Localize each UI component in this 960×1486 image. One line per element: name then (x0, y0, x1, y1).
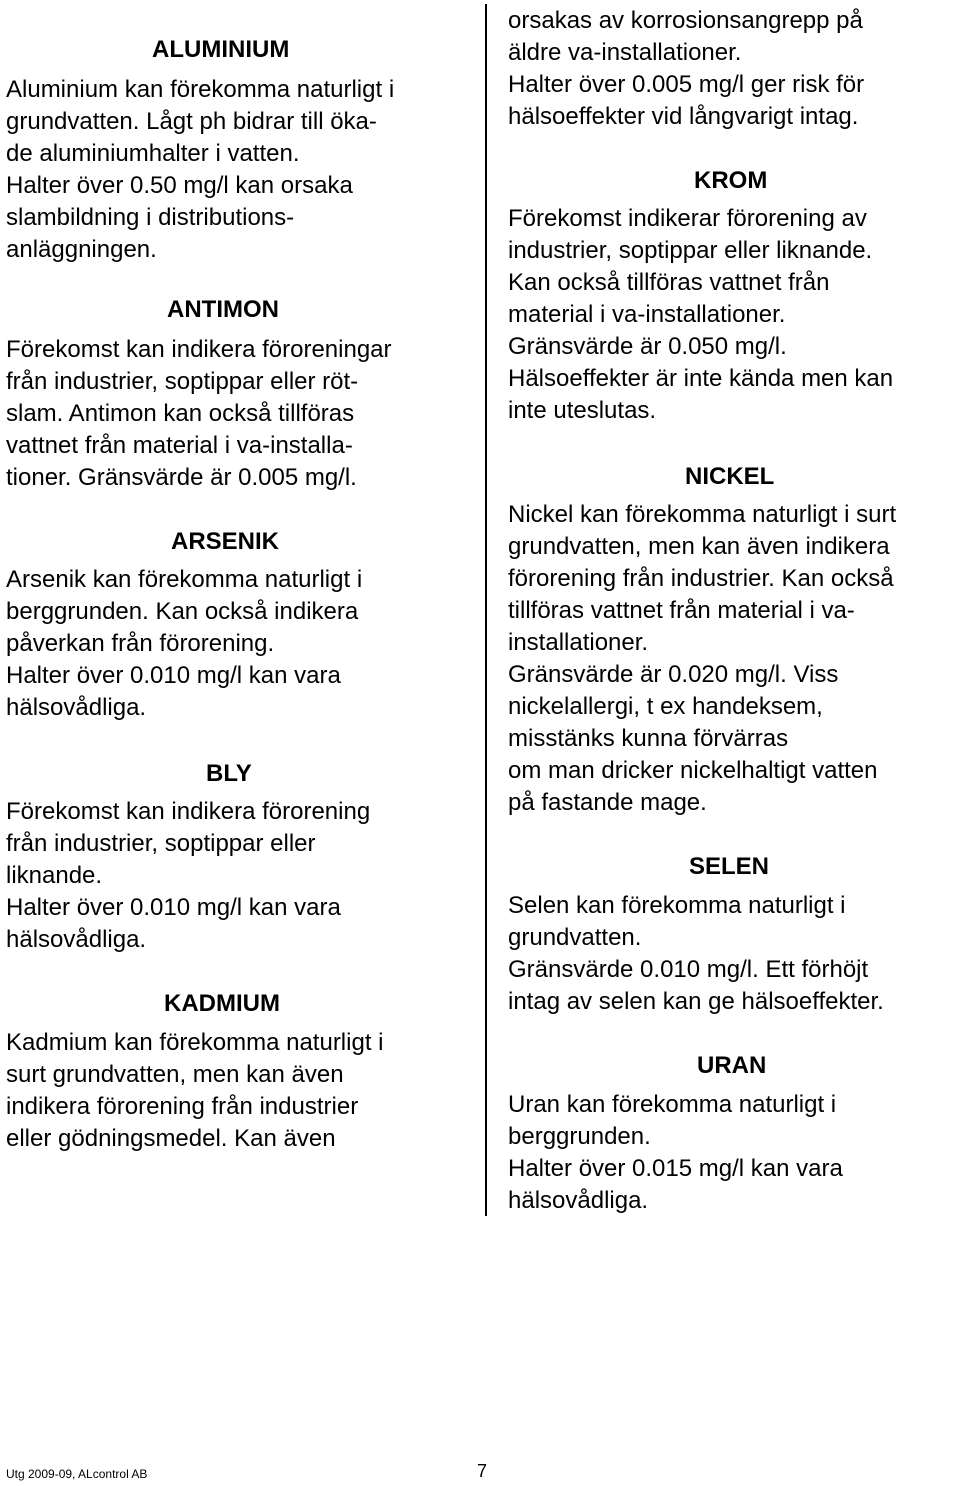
text-line: Halter över 0.005 mg/l ger risk för (508, 71, 865, 98)
text-line: Halter över 0.010 mg/l kan vara (6, 894, 341, 921)
text-line: hälsovådliga. (6, 926, 147, 953)
text-line: grundvatten. (508, 924, 642, 951)
text-line: hälsovådliga. (508, 1187, 649, 1214)
text-line: Förekomst kan indikera förorening (6, 798, 371, 825)
text-line: tillföras vattnet från material i va- (508, 597, 855, 624)
text-line: liknande. (6, 862, 103, 889)
text-line: eller gödningsmedel. Kan även (6, 1125, 336, 1152)
text-line: Aluminium kan förekomma naturligt i (6, 76, 395, 103)
text-line: Halter över 0.50 mg/l kan orsaka (6, 172, 353, 199)
text-line: påverkan från förorening. (6, 630, 275, 657)
section-heading: NICKEL (685, 463, 775, 490)
text-line: hälsoeffekter vid långvarigt intag. (508, 103, 859, 130)
text-line: de aluminiumhalter i vatten. (6, 140, 300, 167)
section-heading: URAN (697, 1052, 767, 1079)
section-heading: SELEN (689, 853, 770, 880)
text-line: misstänks kunna förvärras (508, 725, 789, 752)
text-line: Förekomst kan indikera föroreningar (6, 336, 392, 363)
text-line: Gränsvärde 0.010 mg/l. Ett förhöjt (508, 956, 869, 983)
text-line: Uran kan förekomma naturligt i (508, 1091, 837, 1118)
section-heading: ARSENIK (171, 528, 280, 555)
text-line: Gränsvärde är 0.050 mg/l. (508, 333, 787, 360)
text-line: förorening från industrier. Kan också (508, 565, 894, 592)
text-line: Nickel kan förekomma naturligt i surt (508, 501, 897, 528)
section-heading: ANTIMON (167, 296, 279, 323)
text-line: på fastande mage. (508, 789, 707, 816)
text-line: slam. Antimon kan också tillföras (6, 400, 355, 427)
page-number: 7 (477, 1461, 488, 1481)
text-line: tioner. Gränsvärde är 0.005 mg/l. (6, 464, 357, 491)
text-line: Halter över 0.015 mg/l kan vara (508, 1155, 843, 1182)
text-line: nickelallergi, t ex handeksem, (508, 693, 823, 720)
text-line: Kan också tillföras vattnet från (508, 269, 830, 296)
section-heading: KROM (694, 167, 768, 194)
text-line: äldre va-installationer. (508, 39, 742, 66)
text-line: hälsovådliga. (6, 694, 147, 721)
text-line: orsakas av korrosionsangrepp på (508, 7, 863, 34)
text-line: berggrunden. Kan också indikera (6, 598, 359, 625)
column-divider (485, 4, 487, 1216)
text-line: Halter över 0.010 mg/l kan vara (6, 662, 341, 689)
text-line: material i va-installationer. (508, 301, 786, 328)
text-line: installationer. (508, 629, 649, 656)
footer-publisher: Utg 2009-09, ALcontrol AB (6, 1467, 148, 1481)
text-line: inte uteslutas. (508, 397, 657, 424)
text-line: anläggningen. (6, 236, 157, 263)
text-line: Arsenik kan förekomma naturligt i (6, 566, 363, 593)
text-line: surt grundvatten, men kan även (6, 1061, 344, 1088)
text-line: industrier, soptippar eller liknande. (508, 237, 873, 264)
text-line: indikera förorening från industrier (6, 1093, 359, 1120)
text-line: Gränsvärde är 0.020 mg/l. Viss (508, 661, 839, 688)
text-line: från industrier, soptippar eller röt- (6, 368, 359, 395)
text-line: intag av selen kan ge hälsoeffekter. (508, 988, 884, 1015)
section-heading: KADMIUM (164, 990, 280, 1017)
text-line: Selen kan förekomma naturligt i (508, 892, 846, 919)
section-heading: ALUMINIUM (152, 36, 290, 63)
text-line: Hälsoeffekter är inte kända men kan (508, 365, 894, 392)
text-line: från industrier, soptippar eller (6, 830, 316, 857)
text-line: slambildning i distributions- (6, 204, 295, 231)
section-heading: BLY (206, 760, 252, 787)
text-line: grundvatten, men kan även indikera (508, 533, 890, 560)
text-line: grundvatten. Lågt ph bidrar till öka- (6, 108, 377, 135)
text-line: vattnet från material i va-installa- (6, 432, 353, 459)
text-line: berggrunden. (508, 1123, 651, 1150)
text-line: Förekomst indikerar förorening av (508, 205, 867, 232)
text-line: Kadmium kan förekomma naturligt i (6, 1029, 384, 1056)
text-line: om man dricker nickelhaltigt vatten (508, 757, 878, 784)
